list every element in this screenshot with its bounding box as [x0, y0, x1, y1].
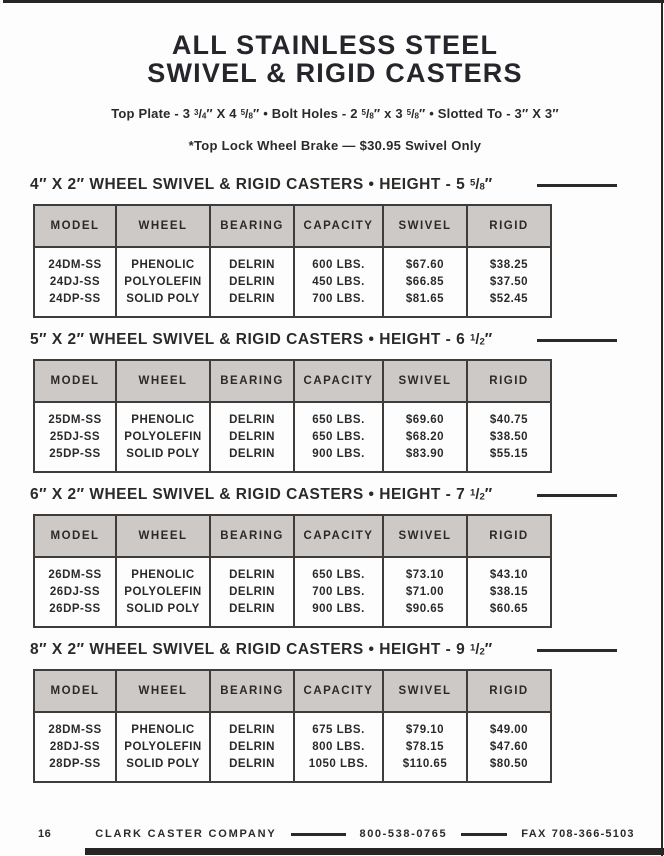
table-cell: 675 LBS.: [294, 712, 383, 739]
table-cell: DELRIN: [210, 247, 294, 274]
section-heading: 4″ X 2″ WHEEL SWIVEL & RIGID CASTERS • HEIGHT - 5 $^5/_8''$: [30, 176, 493, 193]
table-cell: $66.85: [383, 274, 467, 291]
wheel-brake-note: *Top Lock Wheel Brake — $30.95 Swivel Only: [188, 138, 482, 153]
table-cell: 28DJ-SS: [49, 741, 101, 753]
table-cell: $71.00: [383, 584, 467, 601]
column-header: RIGID: [467, 205, 551, 247]
page-footer: [38, 828, 640, 840]
column-header: MODEL: [34, 670, 116, 712]
table-cell: $68.20: [383, 429, 467, 446]
table-cell: POLYOLEFIN: [116, 584, 210, 601]
table-row: [34, 712, 551, 739]
table-cell: 25DM-SS: [48, 414, 102, 426]
footer-rule: [291, 833, 346, 836]
table-header-row: [34, 205, 551, 247]
table-cell: POLYOLEFIN: [116, 429, 210, 446]
fraction: $^5/_8$: [240, 107, 253, 121]
fraction: $^1/_2$: [470, 332, 485, 348]
table-cell: 28DM-SS: [48, 724, 102, 736]
table-cell: $43.10: [467, 557, 551, 584]
column-header: MODEL: [34, 360, 116, 402]
price-table: [33, 669, 552, 783]
price-table: [33, 204, 552, 318]
table-cell: PHENOLIC: [116, 402, 210, 429]
fraction: $^1/_2$: [470, 487, 485, 503]
table-cell: PHENOLIC: [116, 557, 210, 584]
table-cell: DELRIN: [210, 712, 294, 739]
table-cell: DELRIN: [210, 584, 294, 601]
table-cell: $49.00: [467, 712, 551, 739]
table-row: [34, 601, 551, 628]
column-header: SWIVEL: [383, 205, 467, 247]
column-header: WHEEL: [116, 205, 210, 247]
table-cell: $80.50: [467, 756, 551, 783]
section-heading-rule: [537, 184, 617, 187]
table-cell: $60.65: [467, 601, 551, 628]
top-plate-specs: Top Plate - 3 $^3/_4''$ X 4 $^5/_8''$ • Bolt Holes - 2 $^5/_8''$ x 3 $^5/_8''$ • Slotted To - 3″ X 3″: [111, 106, 559, 121]
table-cell: $81.65: [383, 291, 467, 318]
table-cell: 650 LBS.: [294, 557, 383, 584]
column-header: CAPACITY: [294, 205, 383, 247]
phone-number: 800-538-0765: [359, 828, 448, 840]
table-cell: SOLID POLY: [116, 601, 210, 628]
page-title-line2: SWIVEL & RIGID CASTERS: [147, 58, 523, 88]
table-cell: DELRIN: [210, 446, 294, 473]
column-header: WHEEL: [116, 360, 210, 402]
column-header: BEARING: [210, 670, 294, 712]
section-heading: 8″ X 2″ WHEEL SWIVEL & RIGID CASTERS • HEIGHT - 9 $^1/_2''$: [30, 641, 493, 658]
price-table: [33, 359, 552, 473]
table-cell: 24DP-SS: [49, 293, 101, 305]
fax-label: FAX: [521, 828, 547, 840]
table-header-row: [34, 515, 551, 557]
column-header: BEARING: [210, 515, 294, 557]
table-cell: SOLID POLY: [116, 756, 210, 783]
page-right-border: [661, 0, 663, 856]
table-cell: $38.25: [467, 247, 551, 274]
table-cell: 26DP-SS: [49, 603, 101, 615]
footer-rule: [461, 833, 507, 836]
fraction: $^5/_8$: [406, 107, 419, 121]
section-heading-rule: [537, 649, 617, 652]
table-cell: SOLID POLY: [116, 446, 210, 473]
table-cell: $110.65: [383, 756, 467, 783]
column-header: RIGID: [467, 670, 551, 712]
table-row: [34, 557, 551, 584]
table-cell: 900 LBS.: [294, 601, 383, 628]
table-cell: 25DP-SS: [49, 448, 101, 460]
table-cell: $47.60: [467, 739, 551, 756]
table-cell: DELRIN: [210, 402, 294, 429]
table-cell: 600 LBS.: [294, 247, 383, 274]
column-header: CAPACITY: [294, 670, 383, 712]
column-header: SWIVEL: [383, 670, 467, 712]
table-cell: DELRIN: [210, 557, 294, 584]
table-row: [34, 247, 551, 274]
table-cell: $90.65: [383, 601, 467, 628]
section-header: [30, 176, 640, 194]
table-cell: 800 LBS.: [294, 739, 383, 756]
page-top-border: [3, 0, 664, 3]
table-row: [34, 584, 551, 601]
table-cell: 450 LBS.: [294, 274, 383, 291]
table-row: [34, 402, 551, 429]
table-cell: 1050 LBS.: [294, 756, 383, 783]
table-cell: DELRIN: [210, 601, 294, 628]
table-row: [34, 291, 551, 318]
section-heading: 6″ X 2″ WHEEL SWIVEL & RIGID CASTERS • HEIGHT - 7 $^1/_2''$: [30, 486, 493, 503]
table-cell: $69.60: [383, 402, 467, 429]
table-cell: POLYOLEFIN: [116, 274, 210, 291]
page-title: [30, 0, 640, 87]
page-number: 16: [38, 828, 52, 840]
table-cell: 900 LBS.: [294, 446, 383, 473]
caster-section: [30, 176, 640, 318]
table-cell: 700 LBS.: [294, 584, 383, 601]
table-cell: 26DM-SS: [48, 569, 102, 581]
section-header: [30, 486, 640, 504]
section-heading-rule: [537, 494, 617, 497]
caster-sections: [30, 176, 640, 783]
fraction: $^3/_4$: [193, 107, 207, 121]
table-cell: SOLID POLY: [116, 291, 210, 318]
table-cell: 700 LBS.: [294, 291, 383, 318]
table-cell: DELRIN: [210, 756, 294, 783]
caster-section: [30, 331, 640, 473]
table-cell: DELRIN: [210, 429, 294, 446]
table-cell: 650 LBS.: [294, 402, 383, 429]
table-row: [34, 446, 551, 473]
section-heading-rule: [537, 339, 617, 342]
table-cell: $40.75: [467, 402, 551, 429]
column-header: SWIVEL: [383, 360, 467, 402]
section-heading: 5″ X 2″ WHEEL SWIVEL & RIGID CASTERS • HEIGHT - 6 $^1/_2''$: [30, 331, 493, 348]
table-cell: $73.10: [383, 557, 467, 584]
price-table: [33, 514, 552, 628]
column-header: SWIVEL: [383, 515, 467, 557]
page-title-line1: ALL STAINLESS STEEL: [171, 30, 499, 60]
fraction: $^5/_8$: [361, 107, 374, 121]
table-row: [34, 274, 551, 291]
column-header: RIGID: [467, 360, 551, 402]
column-header: WHEEL: [116, 515, 210, 557]
table-header-row: [34, 360, 551, 402]
column-header: BEARING: [210, 360, 294, 402]
table-cell: 24DM-SS: [48, 259, 102, 271]
table-cell: 25DJ-SS: [49, 431, 101, 443]
table-cell: DELRIN: [210, 739, 294, 756]
column-header: WHEEL: [116, 670, 210, 712]
table-row: [34, 756, 551, 783]
column-header: RIGID: [467, 515, 551, 557]
caster-section: [30, 486, 640, 628]
table-cell: $67.60: [383, 247, 467, 274]
column-header: BEARING: [210, 205, 294, 247]
column-header: CAPACITY: [294, 515, 383, 557]
table-row: [34, 739, 551, 756]
fraction: $^1/_2$: [470, 642, 485, 658]
table-cell: 24DJ-SS: [49, 276, 101, 288]
table-row: [34, 429, 551, 446]
table-cell: $55.15: [467, 446, 551, 473]
column-header: CAPACITY: [294, 360, 383, 402]
fax-number: FAX 708-366-5103: [521, 828, 635, 840]
table-header-row: [34, 670, 551, 712]
table-cell: 28DP-SS: [49, 758, 101, 770]
table-cell: $78.15: [383, 739, 467, 756]
caster-section: [30, 641, 640, 783]
table-cell: POLYOLEFIN: [116, 739, 210, 756]
column-header: MODEL: [34, 515, 116, 557]
table-cell: $37.50: [467, 274, 551, 291]
table-cell: PHENOLIC: [116, 712, 210, 739]
section-header: [30, 331, 640, 349]
page-bottom-border: [85, 848, 664, 855]
table-cell: DELRIN: [210, 274, 294, 291]
table-cell: $38.15: [467, 584, 551, 601]
table-cell: PHENOLIC: [116, 247, 210, 274]
table-cell: $83.90: [383, 446, 467, 473]
table-cell: $79.10: [383, 712, 467, 739]
fraction: $^5/_8$: [470, 177, 485, 193]
table-cell: $38.50: [467, 429, 551, 446]
section-header: [30, 641, 640, 659]
column-header: MODEL: [34, 205, 116, 247]
table-cell: DELRIN: [210, 291, 294, 318]
table-cell: 650 LBS.: [294, 429, 383, 446]
table-cell: $52.45: [467, 291, 551, 318]
table-cell: 26DJ-SS: [49, 586, 101, 598]
company-name: CLARK CASTER COMPANY: [95, 828, 277, 840]
